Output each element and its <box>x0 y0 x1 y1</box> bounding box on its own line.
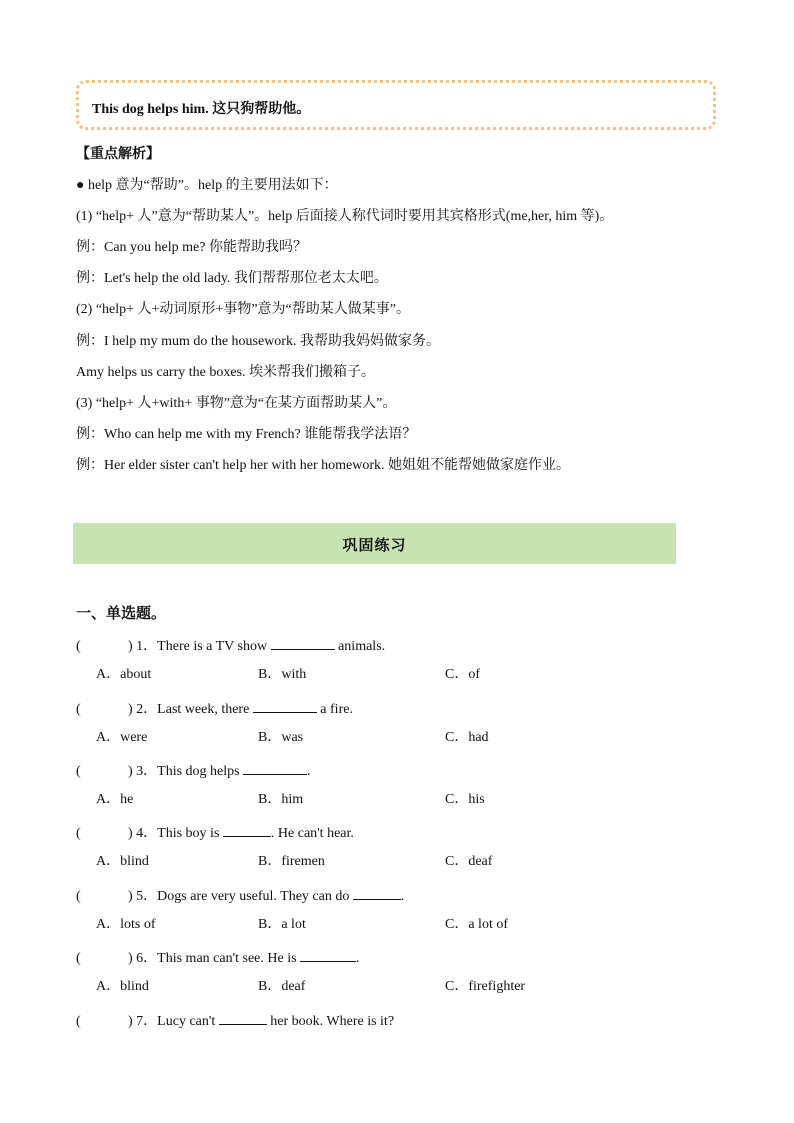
question-number: 3． <box>136 764 158 779</box>
question-text-before: Last week, there <box>157 702 253 717</box>
answer-paren-close: ) <box>128 764 133 779</box>
option-a[interactable]: A．blind <box>96 979 149 994</box>
question-1 <box>76 635 385 656</box>
question-text-before: This dog helps <box>157 764 244 779</box>
question-7 <box>76 1010 394 1031</box>
question-text-after: a fire. <box>316 702 353 717</box>
practice-banner <box>73 523 676 564</box>
fill-blank[interactable] <box>223 822 271 837</box>
option-c[interactable]: C．of <box>445 667 480 682</box>
option-a[interactable]: A．about <box>96 667 152 682</box>
question-number: 1． <box>136 639 158 654</box>
question-text-after: her book. Where is it? <box>266 1014 395 1029</box>
question-6 <box>76 947 360 968</box>
option-b[interactable]: B．firemen <box>258 854 325 869</box>
option-c[interactable]: C．firefighter <box>445 979 526 994</box>
option-b[interactable]: B．was <box>258 730 304 745</box>
analysis-line: (3) “help+ 人+with+ 事物”意为“在某方面帮助某人”。 <box>76 396 397 411</box>
analysis-line: ● help 意为“帮助”。help 的主要用法如下： <box>76 178 338 193</box>
options-row <box>96 916 596 934</box>
options-row <box>96 791 596 809</box>
fill-blank[interactable] <box>300 947 356 962</box>
example-sentence: This dog helps him. 这只狗帮助他。 <box>92 102 311 117</box>
question-text-before: Dogs are very useful. They can do <box>157 889 353 904</box>
question-number: 2． <box>136 702 158 717</box>
option-b[interactable]: B．him <box>258 792 304 807</box>
answer-paren[interactable]: ( <box>76 951 81 966</box>
option-c[interactable]: C．had <box>445 730 489 745</box>
answer-paren[interactable]: ( <box>76 639 81 654</box>
analysis-line: 例：I help my mum do the housework. 我帮助我妈妈做家务。 <box>76 334 440 349</box>
answer-paren-close: ) <box>128 639 133 654</box>
option-b[interactable]: B．deaf <box>258 979 306 994</box>
question-text-after: . He can't hear. <box>270 826 354 841</box>
question-text-after: . <box>356 951 360 966</box>
question-text-before: This man can't see. He is <box>157 951 301 966</box>
answer-paren[interactable]: ( <box>76 764 81 779</box>
option-a[interactable]: A．lots of <box>96 917 156 932</box>
option-b[interactable]: B．with <box>258 667 307 682</box>
option-b[interactable]: B．a lot <box>258 917 306 932</box>
option-a[interactable]: A．were <box>96 730 148 745</box>
fill-blank[interactable] <box>219 1010 267 1025</box>
analysis-line: 例：Let's help the old lady. 我们帮帮那位老太太吧。 <box>76 271 388 286</box>
question-number: 5． <box>136 889 158 904</box>
question-text-after: . <box>400 889 405 904</box>
answer-paren-close: ) <box>128 1014 133 1029</box>
question-4 <box>76 822 354 843</box>
options-row <box>96 666 596 684</box>
example-box <box>76 80 716 130</box>
question-number: 4． <box>136 826 158 841</box>
question-text-before: Lucy can't <box>157 1014 219 1029</box>
analysis-line: 例：Who can help me with my French? 谁能帮我学法语？ <box>76 427 417 442</box>
answer-paren-close: ) <box>128 951 133 966</box>
question-2 <box>76 698 353 719</box>
option-a[interactable]: A．blind <box>96 854 149 869</box>
analysis-heading: 【重点解析】 <box>76 147 160 162</box>
options-row <box>96 729 596 747</box>
option-a[interactable]: A．he <box>96 792 134 807</box>
analysis-line: 例：Her elder sister can't help her with her homework. 她姐姐不能帮她做家庭作业。 <box>76 458 570 473</box>
analysis-line: (1) “help+ 人”意为“帮助某人”。help 后面接人称代词时要用其宾格形式(me,her, him 等)。 <box>76 209 614 224</box>
fill-blank[interactable] <box>243 760 307 775</box>
question-3 <box>76 760 311 781</box>
exercise-heading: 一、单选题。 <box>76 606 167 622</box>
answer-paren[interactable]: ( <box>76 889 81 904</box>
answer-paren[interactable]: ( <box>76 1014 81 1029</box>
question-text-after: animals. <box>334 639 386 654</box>
option-c[interactable]: C．a lot of <box>445 917 508 932</box>
option-c[interactable]: C．deaf <box>445 854 493 869</box>
fill-blank[interactable] <box>271 635 335 650</box>
options-row <box>96 853 596 871</box>
question-text-before: This boy is <box>157 826 223 841</box>
analysis-line: Amy helps us carry the boxes. 埃米帮我们搬箱子。 <box>76 365 376 380</box>
question-number: 6． <box>136 951 158 966</box>
option-c[interactable]: C．his <box>445 792 485 807</box>
question-text-before: There is a TV show <box>157 639 271 654</box>
question-number: 7． <box>136 1014 158 1029</box>
question-text-after: . <box>307 764 311 779</box>
options-row <box>96 978 596 996</box>
answer-paren-close: ) <box>128 826 133 841</box>
answer-paren[interactable]: ( <box>76 826 81 841</box>
answer-paren-close: ) <box>128 702 133 717</box>
banner-title: 巩固练习 <box>342 538 407 554</box>
fill-blank[interactable] <box>353 885 401 900</box>
question-5 <box>76 885 404 906</box>
analysis-line: 例：Can you help me? 你能帮助我吗？ <box>76 240 307 255</box>
answer-paren-close: ) <box>128 889 133 904</box>
analysis-line: (2) “help+ 人+动词原形+事物”意为“帮助某人做某事”。 <box>76 302 410 317</box>
fill-blank[interactable] <box>253 698 317 713</box>
answer-paren[interactable]: ( <box>76 702 81 717</box>
